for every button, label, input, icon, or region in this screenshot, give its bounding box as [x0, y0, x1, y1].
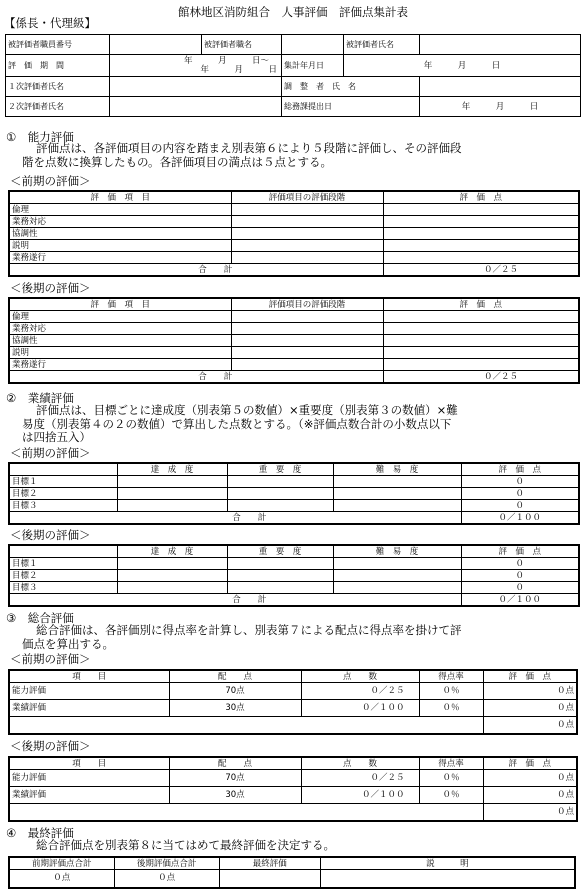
sec2-second-label: ＜後期の評価＞ — [10, 528, 91, 542]
sec2-line2: 易度（別表第４の２の数値）で算出した点数とする。（※評価点数合計の小数点以下 — [22, 417, 452, 431]
second-evaluator-value[interactable] — [110, 97, 282, 117]
item-cooperation: 協調性 — [9, 335, 231, 347]
page-title: 館林地区消防組合 人事評価 評価点集計表 — [178, 5, 408, 19]
item-execution: 業務遂行 — [9, 252, 231, 264]
job-title-label: 被評価者職名 — [202, 35, 282, 55]
grade-label: 【係長・代理級】 — [4, 16, 96, 30]
goal-3: 目標３ — [9, 582, 117, 594]
sec1-line2: 階を点数に換算したもの。各評価項目の満点は５点とする。 — [22, 155, 333, 169]
name-value[interactable] — [420, 35, 581, 55]
second-evaluator-label: ２次評価者氏名 — [6, 97, 110, 117]
total-value: ０／２５ — [383, 264, 579, 277]
employee-no-label: 被評価者職員番号 — [6, 35, 110, 55]
sec3-second-label: ＜後期の評価＞ — [10, 739, 91, 753]
item-ethics: 倫理 — [9, 311, 231, 323]
goal-2: 目標２ — [9, 570, 117, 582]
sec1-second-table — [8, 297, 580, 384]
col-stage: 評価項目の評価段階 — [231, 298, 383, 311]
sec2-first-label: ＜前期の評価＞ — [10, 446, 91, 460]
job-title-value[interactable] — [282, 35, 344, 55]
employee-no-value[interactable] — [110, 35, 202, 55]
item-explanation: 説明 — [9, 240, 231, 252]
first-evaluator-label: １次評価者氏名 — [6, 77, 110, 97]
sec1-second-label: ＜後期の評価＞ — [10, 281, 91, 295]
sec1-first-label: ＜前期の評価＞ — [10, 174, 91, 188]
sec3-heading: ③ 総合評価 — [6, 611, 74, 625]
sec3-second-table: 項 目 配 点 点 数 得点率 評 価 点 能力評価 70点 ０／２５ ０％ ０点 業績評価 30点 ０／１００ ０％ ０点 ０点 — [8, 756, 578, 822]
second-total: ０点 — [114, 870, 219, 888]
sec1-heading: ① 能力評価 — [6, 130, 74, 144]
goal-1: 目標１ — [9, 558, 117, 570]
item-explanation: 説明 — [9, 347, 231, 359]
sec3-line2: 価点を算出する。 — [22, 637, 114, 651]
period-label: 評 価 期 間 — [6, 55, 110, 77]
total-label: 合 計 — [9, 371, 383, 384]
sec4-table: 前期評価点合計 後期評価点合計 最終評価 説 明 ０点 ０点 — [8, 856, 576, 889]
info-table — [5, 34, 581, 117]
col-item: 評 価 項 目 — [9, 191, 231, 204]
sec2-second-table: 達 成 度 重 要 度 難 易 度 評 価 点 目標１ ０ 目標２ ０ 目標３ ０ 合 計 ０／１００ — [8, 544, 580, 607]
sec4-heading: ④ 最終評価 — [6, 826, 74, 840]
sec2-heading: ② 業績評価 — [6, 391, 74, 405]
item-execution: 業務遂行 — [9, 359, 231, 371]
sec1-line1: 評価点は、各評価項目の内容を踏まえ別表第６により５段階に評価し、その評価段 — [36, 141, 462, 155]
col-score: 評 価 点 — [383, 298, 579, 311]
adjuster-label: 調 整 者 氏 名 — [282, 77, 420, 97]
item-response: 業務対応 — [9, 323, 231, 335]
hr-submit-label: 総務課提出日 — [282, 97, 420, 117]
period-value[interactable]: 年 月 日～ 年 月 日 — [110, 55, 282, 77]
name-label: 被評価者氏名 — [344, 35, 420, 55]
total-value: ０／２５ — [383, 371, 579, 384]
sec2-line3: は四捨五入） — [22, 430, 91, 444]
col-stage: 評価項目の評価段階 — [231, 191, 383, 204]
hr-submit-value[interactable]: 年 月 日 — [420, 97, 581, 117]
total-label: 合 計 — [9, 264, 383, 277]
col-score: 評 価 点 — [383, 191, 579, 204]
sec1-first-table — [8, 190, 580, 277]
sec4-line1: 総合評価点を別表第８に当てはめて最終評価を決定する。 — [36, 838, 335, 852]
sec3-first-table: 項 目 配 点 点 数 得点率 評 価 点 能力評価 70点 ０／２５ ０％ ０点 業績評価 30点 ０／１００ ０％ ０点 ０点 — [8, 669, 578, 735]
explanation[interactable] — [320, 870, 575, 888]
tally-date-value[interactable]: 年 月 日 — [344, 55, 581, 77]
item-ethics: 倫理 — [9, 204, 231, 216]
sec2-line1: 評価点は、目標ごとに達成度（別表第５の数値）×重要度（別表第３の数値）×難 — [36, 403, 458, 417]
goal-3: 目標３ — [9, 500, 117, 512]
first-total: ０点 — [9, 870, 114, 888]
goal-2: 目標２ — [9, 488, 117, 500]
col-item: 評 価 項 目 — [9, 298, 231, 311]
goal-1: 目標１ — [9, 476, 117, 488]
tally-date-label: 集計年月日 — [282, 55, 344, 77]
item-cooperation: 協調性 — [9, 228, 231, 240]
adjuster-value[interactable] — [420, 77, 581, 97]
sec3-first-label: ＜前期の評価＞ — [10, 652, 91, 666]
sec3-line1: 総合評価は、各評価別に得点率を計算し、別表第７による配点に得点率を掛けて評 — [36, 623, 462, 637]
first-evaluator-value[interactable] — [110, 77, 282, 97]
item-response: 業務対応 — [9, 216, 231, 228]
final-eval[interactable] — [219, 870, 320, 888]
sec2-first-table: 達 成 度 重 要 度 難 易 度 評 価 点 目標１ ０ 目標２ ０ 目標３ ０ 合 計 ０／１００ — [8, 462, 580, 525]
